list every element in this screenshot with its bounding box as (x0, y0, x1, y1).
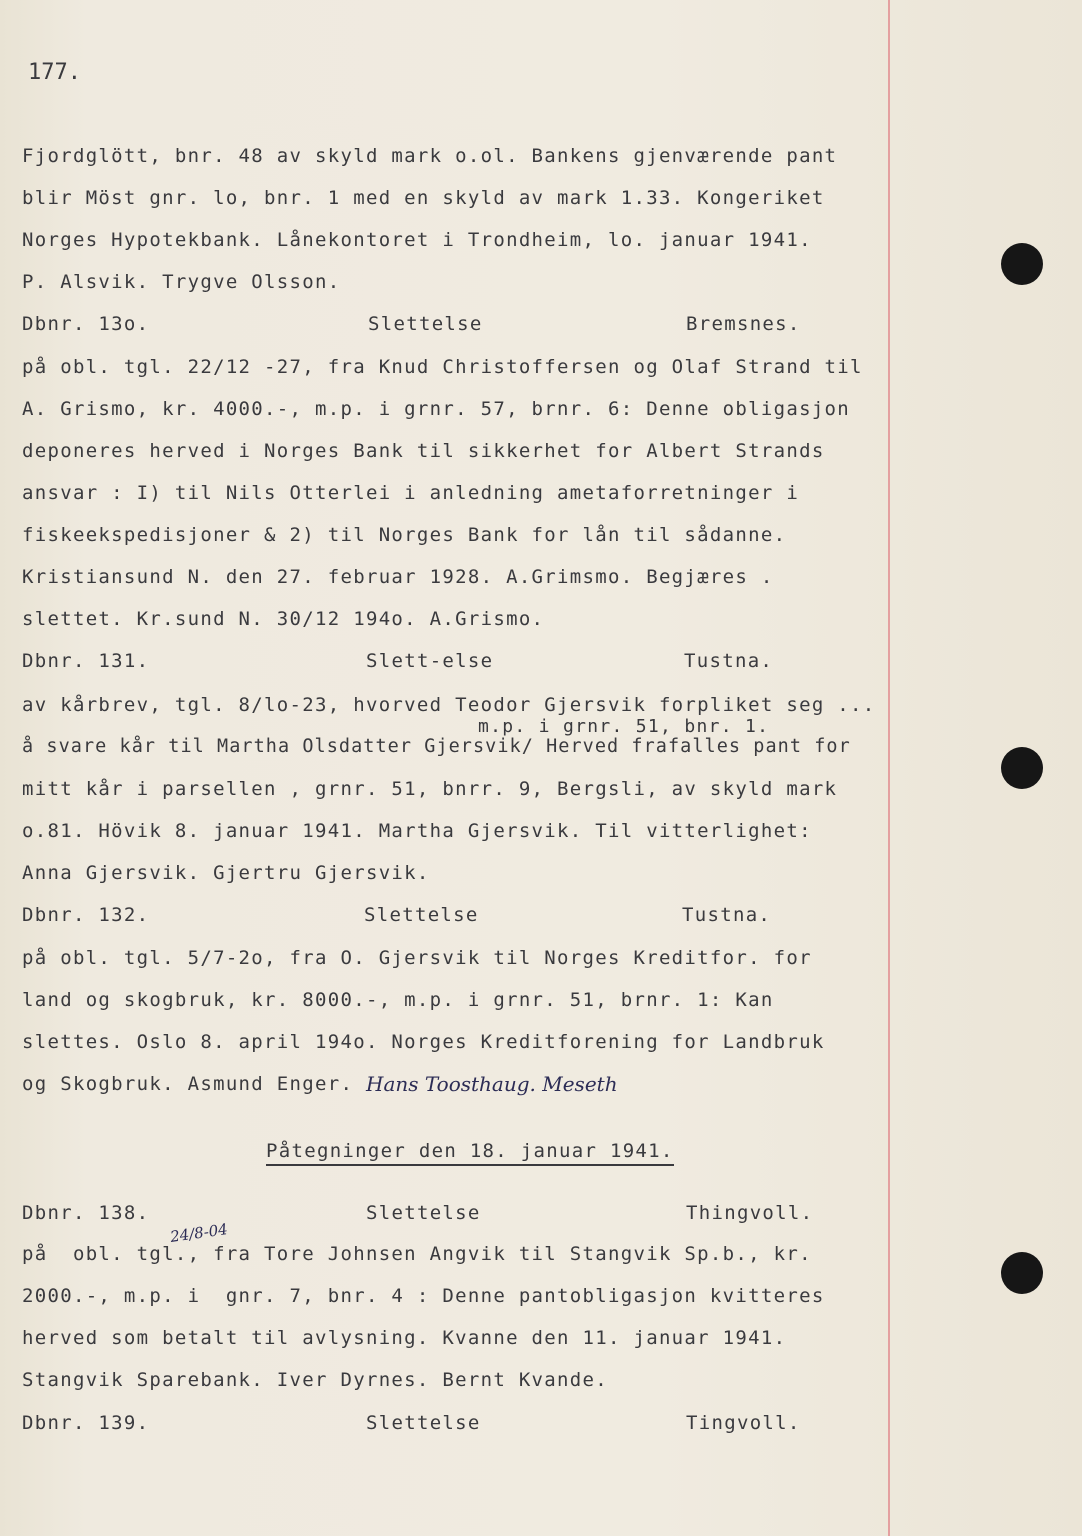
page-number: 177. (28, 60, 81, 85)
text-line: på obl. tgl. 22/12 -27, fra Knud Christoffersen og Olaf Strand til (22, 356, 863, 378)
binder-hole-bottom (1001, 1252, 1043, 1294)
margin-rule (888, 0, 890, 1536)
entry-place: Tustna. (682, 904, 772, 926)
entry-header (0, 904, 900, 926)
entry-dbnr: Dbnr. 13o. (22, 313, 150, 335)
entry-header (0, 1412, 900, 1434)
entry-place: Tingvoll. (686, 1412, 801, 1434)
entry-header (0, 650, 900, 672)
entry-type: Slettelse (366, 1412, 481, 1434)
entry-type: Slettelse (366, 1202, 481, 1224)
text-line: fiskeekspedisjoner & 2) til Norges Bank for lån til sådanne. (22, 524, 787, 546)
text-line: deponeres herved i Norges Bank til sikkerhet for Albert Strands (22, 440, 825, 462)
text-line: herved som betalt til avlysning. Kvanne den 11. januar 1941. (22, 1327, 787, 1349)
entry-type: Slettelse (364, 904, 479, 926)
text-line: mitt kår i parsellen , grnr. 51, bnrr. 9, Bergsli, av skyld mark (22, 778, 838, 800)
text-line: slettes. Oslo 8. april 194o. Norges Kreditforening for Landbruk (22, 1031, 825, 1053)
text-line: Fjordglött, bnr. 48 av skyld mark o.ol. Bankens gjenværende pant (22, 145, 838, 167)
text-line: av kårbrev, tgl. 8/lo-23, hvorved Teodor Gjersvik forpliket seg ... (22, 694, 876, 716)
insertion-line: m.p. i grnr. 51, bnr. 1. (478, 716, 770, 737)
entry-type: Slettelse (368, 313, 483, 335)
text-line: slettet. Kr.sund N. 30/12 194o. A.Grismo. (22, 608, 545, 630)
text-line: A. Grismo, kr. 4000.-, m.p. i grnr. 57, brnr. 6: Denne obligasjon (22, 398, 851, 420)
handwritten-date-note: 24/8-04 (169, 1220, 229, 1246)
entry-dbnr: Dbnr. 139. (22, 1412, 150, 1434)
text-line: o.81. Hövik 8. januar 1941. Martha Gjersvik. Til vitterlighet: (22, 820, 812, 842)
entry-dbnr: Dbnr. 138. (22, 1202, 150, 1224)
text-line: land og skogbruk, kr. 8000.-, m.p. i grnr. 51, brnr. 1: Kan (22, 989, 774, 1011)
entry-place: Tustna. (684, 650, 774, 672)
entry-dbnr: Dbnr. 131. (22, 650, 150, 672)
text-line: Anna Gjersvik. Gjertru Gjersvik. (22, 862, 430, 884)
entry-header (0, 1202, 900, 1224)
text-line: på obl. tgl. 5/7-2o, fra O. Gjersvik til Norges Kreditfor. for (22, 947, 812, 969)
text-line: å svare kår til Martha Olsdatter Gjersvik/ Herved frafalles pant for (22, 736, 851, 757)
text-line: ansvar : I) til Nils Otterlei i anledning ametaforretninger i (22, 482, 800, 504)
text-line: og Skogbruk. Asmund Enger. (22, 1073, 354, 1095)
entry-dbnr: Dbnr. 132. (22, 904, 150, 926)
text-line: Norges Hypotekbank. Lånekontoret i Trondheim, lo. januar 1941. (22, 229, 812, 251)
handwritten-signature: Hans Toosthaug. Meseth (366, 1072, 618, 1096)
text-line: P. Alsvik. Trygve Olsson. (22, 271, 341, 293)
entry-place: Bremsnes. (686, 313, 801, 335)
text-line: Kristiansund N. den 27. februar 1928. A.Grimsmo. Begjæres . (22, 566, 774, 588)
text-line: blir Möst gnr. lo, bnr. 1 med en skyld av mark 1.33. Kongeriket (22, 187, 825, 209)
entry-place: Thingvoll. (686, 1202, 814, 1224)
section-heading: Påtegninger den 18. januar 1941. (266, 1140, 674, 1166)
entry-header (0, 313, 900, 335)
binder-hole-middle (1001, 747, 1043, 789)
text-line: på obl. tgl., fra Tore Johnsen Angvik til Stangvik Sp.b., kr. (22, 1243, 812, 1265)
entry-type: Slett-else (366, 650, 494, 672)
binder-hole-top (1001, 243, 1043, 285)
text-line: 2000.-, m.p. i gnr. 7, bnr. 4 : Denne pantobligasjon kvitteres (22, 1285, 825, 1307)
text-line: Stangvik Sparebank. Iver Dyrnes. Bernt Kvande. (22, 1369, 608, 1391)
